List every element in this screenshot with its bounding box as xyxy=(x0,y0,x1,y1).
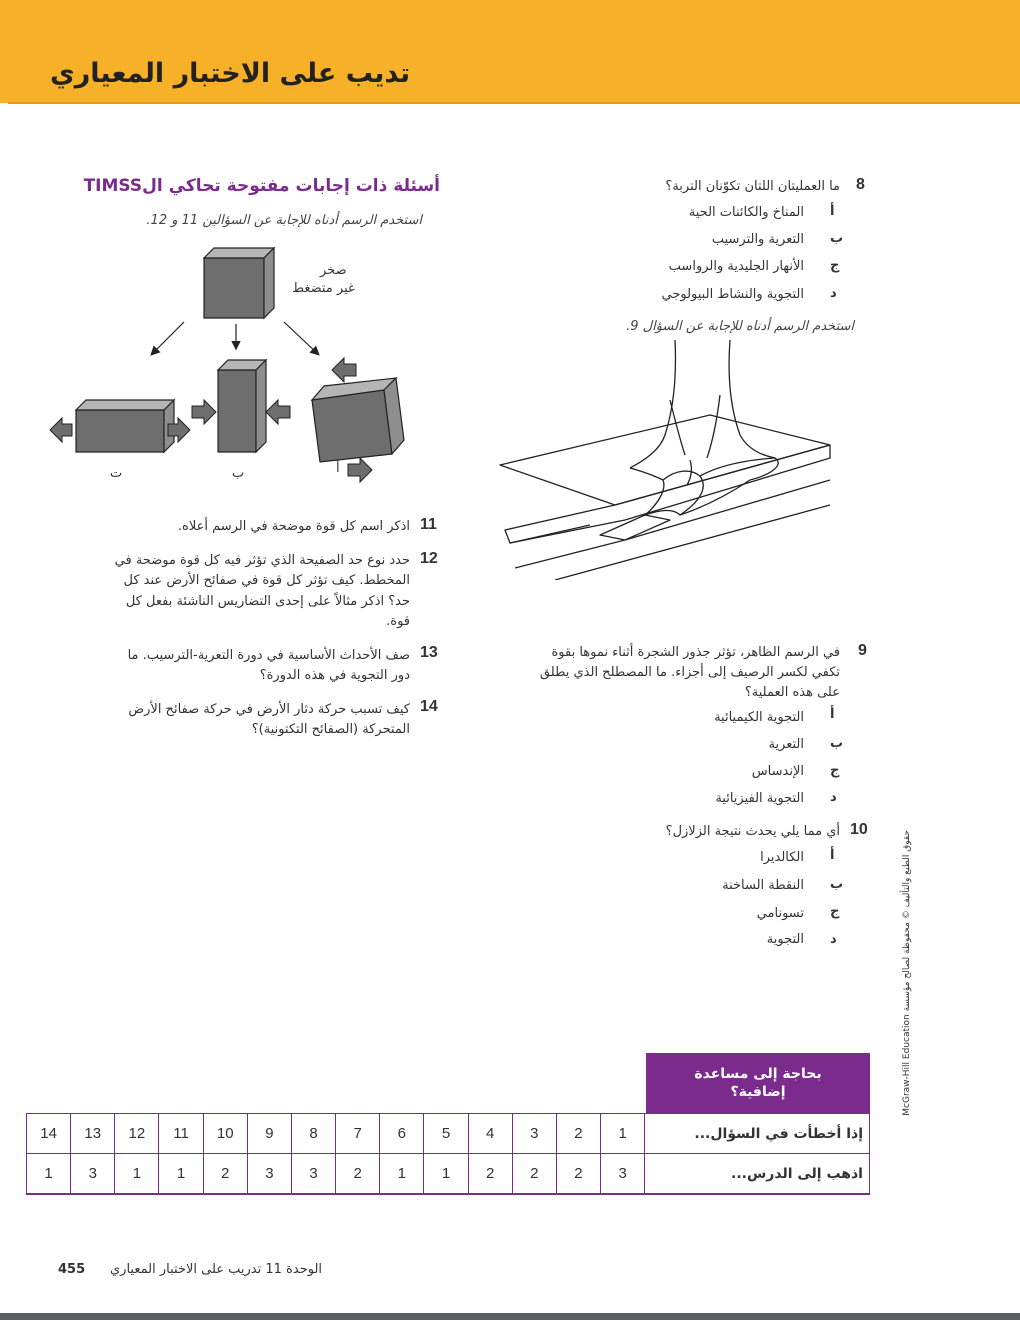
q8-option-b[interactable]: التعرية والترسيب xyxy=(711,232,804,247)
help-header-line2: إضافية؟ xyxy=(730,1084,786,1100)
instruction-q9: استخدم الرسم أدناه للإجابة عن السؤال 9. xyxy=(626,319,854,334)
q9-option-d[interactable]: التجوية الفيزيائية xyxy=(715,791,804,806)
rock-label-line1: صخر xyxy=(320,263,347,278)
question-9-line3: على هذه العملية؟ xyxy=(744,685,840,700)
lesson-cell: 1 xyxy=(27,1154,71,1194)
question-number-8: 8 xyxy=(856,176,865,193)
lesson-cell: 2 xyxy=(556,1154,600,1194)
question-number-10: 10 xyxy=(850,821,868,838)
lesson-cell: 1 xyxy=(159,1154,203,1194)
label-b: ب xyxy=(232,466,245,481)
compression-block xyxy=(218,360,266,452)
page-number: 455 xyxy=(58,1262,86,1277)
lesson-cell: 1 xyxy=(424,1154,468,1194)
question-cell: 4 xyxy=(468,1114,512,1154)
question-11-text: اذكر اسم كل قوة موضحة في الرسم أعلاه. xyxy=(177,519,410,534)
question-cell: 10 xyxy=(203,1114,247,1154)
question-cell: 11 xyxy=(159,1114,203,1154)
q8-option-b-letter: ب xyxy=(830,231,844,246)
question-number-11: 11 xyxy=(420,516,437,533)
question-row xyxy=(27,1114,870,1154)
lesson-cell: 1 xyxy=(115,1154,159,1194)
question-number-9: 9 xyxy=(858,642,867,659)
question-12-line2: المخطط. كيف تؤثر كل قوة في صفائح الأرض عند كل xyxy=(123,573,410,588)
q9-option-d-letter: د xyxy=(830,790,837,805)
question-number-12: 12 xyxy=(420,550,438,567)
q10-option-d-letter: د xyxy=(830,932,837,947)
question-12-line1: حدد نوع حد الصفيحة الذي تؤثر فيه كل قوة موضحة في xyxy=(114,553,410,568)
q10-option-d[interactable]: التجوية xyxy=(766,932,804,947)
lesson-cell: 3 xyxy=(71,1154,115,1194)
question-number-14: 14 xyxy=(420,698,438,715)
instruction-q11-q12: استخدم الرسم أدناه للإجابة عن السؤالين 11 و 12. xyxy=(146,213,422,228)
lesson-row xyxy=(27,1154,870,1194)
question-cell: 7 xyxy=(336,1114,380,1154)
q10-option-b[interactable]: النقطة الساخنة xyxy=(722,878,804,893)
label-a: أ xyxy=(336,461,340,476)
question-8-text: ما العمليتان اللتان تكوّنان التربة؟ xyxy=(665,179,840,194)
help-header-line1: بحاجة إلى مساعدة xyxy=(694,1066,822,1082)
question-9-line1: في الرسم الظاهر، تؤثر جذور الشجرة أثناء نموها بقوة xyxy=(551,645,840,660)
question-13-line2: دور التجوية في هذه الدورة؟ xyxy=(259,668,410,683)
lesson-cell: 2 xyxy=(468,1154,512,1194)
table-bottom-rule xyxy=(26,1193,870,1195)
question-cell: 2 xyxy=(556,1114,600,1154)
question-cell: 5 xyxy=(424,1114,468,1154)
question-12-line4: قوة. xyxy=(386,614,410,629)
shear-block xyxy=(312,378,404,462)
lesson-cell: 1 xyxy=(380,1154,424,1194)
rock-label-line2: غير متضغط xyxy=(292,281,355,296)
q8-option-d[interactable]: التجوية والنشاط البيولوجي xyxy=(661,287,804,302)
lesson-cell: 2 xyxy=(336,1154,380,1194)
question-cell: 12 xyxy=(115,1114,159,1154)
row-label-lesson: اذهب إلى الدرس... xyxy=(645,1154,870,1194)
q8-option-a[interactable]: المناخ والكائنات الحية xyxy=(688,205,804,220)
header-rule xyxy=(8,102,1020,104)
question-14-line2: المتحركة (الصفائح التكتونية)؟ xyxy=(251,722,410,737)
q10-option-a-letter: أ xyxy=(830,848,835,863)
section-title: أسئلة ذات إجابات مفتوحة تحاكي الTIMSS xyxy=(83,176,440,196)
question-cell: 3 xyxy=(512,1114,556,1154)
help-table xyxy=(26,1113,870,1194)
uncompressed-rock-cube xyxy=(204,248,274,318)
question-14-line1: كيف تسبب حركة دثار الأرض في حركة صفائح الأرض xyxy=(128,702,410,717)
q9-option-a[interactable]: التجوية الكيميائية xyxy=(714,710,804,725)
bottom-bar xyxy=(0,1313,1020,1320)
q9-option-c[interactable]: الإندساس xyxy=(751,764,804,779)
page-title: تديب على الاختبار المعياري xyxy=(50,58,411,89)
question-cell: 8 xyxy=(291,1114,335,1154)
question-number-13: 13 xyxy=(420,644,438,661)
footer-unit-title: الوحدة 11 تدريب على الاختبار المعياري xyxy=(110,1262,323,1277)
lesson-cell: 2 xyxy=(203,1154,247,1194)
question-cell: 6 xyxy=(380,1114,424,1154)
q8-option-c-letter: ج xyxy=(830,258,840,273)
label-t: ت xyxy=(110,466,123,481)
q9-option-a-letter: أ xyxy=(830,707,835,722)
lesson-cell: 3 xyxy=(601,1154,645,1194)
lesson-cell: 3 xyxy=(247,1154,291,1194)
stress-diagram xyxy=(44,240,434,490)
q8-option-d-letter: د xyxy=(830,286,837,301)
question-13-line1: صف الأحداث الأساسية في دورة التعرية-الترسيب. ما xyxy=(127,648,410,663)
question-12-line3: حد؟ اذكر مثالاً على إحدى التضاريس الناشئة بفعل كل xyxy=(125,594,410,609)
q10-option-c-letter: ج xyxy=(830,904,840,919)
question-cell: 13 xyxy=(71,1114,115,1154)
q8-option-a-letter: أ xyxy=(830,204,835,219)
lesson-cell: 3 xyxy=(291,1154,335,1194)
lesson-cell: 2 xyxy=(512,1154,556,1194)
q10-option-c[interactable]: تسونامي xyxy=(756,906,804,921)
tension-block xyxy=(76,400,174,452)
copyright-credit: حقوق الطبع والتأليف © محفوظة لصالح مؤسسة McGraw-Hill Education xyxy=(902,830,912,1116)
q9-option-b[interactable]: التعرية xyxy=(768,737,804,752)
question-10-text: أي مما يلي يحدث نتيجة الزلازل؟ xyxy=(665,824,840,839)
q9-option-c-letter: ج xyxy=(830,763,840,778)
tree-roots-illustration xyxy=(495,340,835,580)
question-cell: 9 xyxy=(247,1114,291,1154)
help-table-header xyxy=(646,1053,870,1113)
q10-option-b-letter: ب xyxy=(830,877,844,892)
q9-option-b-letter: ب xyxy=(830,736,844,751)
question-cell: 14 xyxy=(27,1114,71,1154)
row-label-question: إذا أخطأت في السؤال... xyxy=(645,1114,870,1154)
q8-option-c[interactable]: الأنهار الجليدية والرواسب xyxy=(668,259,804,274)
question-cell: 1 xyxy=(601,1114,645,1154)
q10-option-a[interactable]: الكالديرا xyxy=(760,850,804,865)
question-9-line2: تكفي لكسر الرصيف إلى أجزاء. ما المصطلح الذي يطلق xyxy=(539,665,840,680)
